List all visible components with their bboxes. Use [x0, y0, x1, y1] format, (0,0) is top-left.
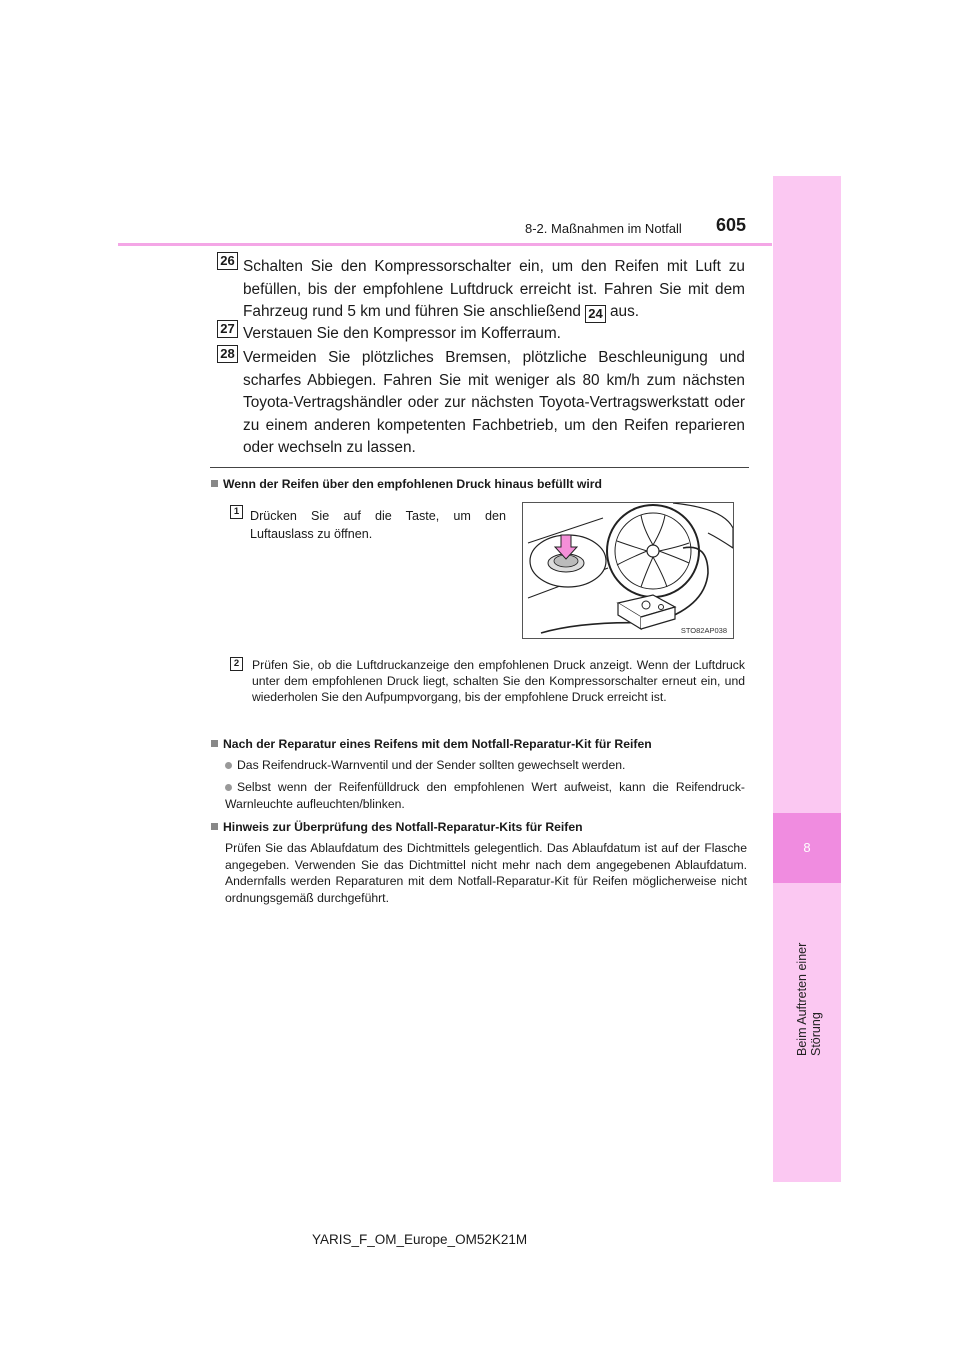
bullet-icon: [225, 762, 232, 769]
step-26-text: [243, 256, 745, 324]
check-note-text: Prüfen Sie das Ablaufdatum des Dichtmittels gelegentlich. Das Ablaufdatum ist auf der Flasche angegeben. Verwenden Sie das Dichtmittel nicht mehr nach dem angegebenen Ablaufdatum. Andernfalls werden Reparaturen mit dem Notfall-Reparatur-Kit für Reifen möglicherweise nicht ordnungsgemäß durchgeführt.: [225, 841, 747, 905]
after-repair-heading: Nach der Reparatur eines Reifens mit dem Notfall-Reparatur-Kit für Reifen: [211, 737, 652, 751]
overfill-step-1-text: Drücken Sie auf die Taste, um den Luftauslass zu öffnen.: [250, 509, 506, 541]
step-badge-27: 27: [217, 320, 238, 338]
step-badge-26: 26: [217, 252, 238, 270]
figure-code: STO82AP038: [680, 626, 727, 635]
chapter-label: Beim Auftreten einer Störung: [795, 942, 823, 1056]
footer-doc-id: YARIS_F_OM_Europe_OM52K21M: [312, 1232, 528, 1247]
compressor-illustration: [522, 502, 734, 639]
square-bullet-icon: [211, 740, 218, 747]
tire-compressor-icon: [523, 503, 733, 638]
step-26-text-after: aus.: [609, 303, 640, 320]
sub-badge-1: 1: [230, 505, 243, 519]
overfill-heading: Wenn der Reifen über den empfohlenen Druck hinaus befüllt wird: [211, 477, 602, 491]
page-number: 605: [716, 215, 747, 235]
after-repair-bullet-1: Das Reifendruck-Warnventil und der Sender sollten gewechselt werden.: [225, 757, 745, 773]
square-bullet-icon: [211, 480, 218, 487]
header-rule: [118, 243, 772, 246]
after-repair-bullet-2: Selbst wenn der Reifenfülldruck den empfohlenen Wert aufweist, kann die Reifendruck-Warnleuchte aufleuchten/blinken.: [225, 780, 745, 811]
overfill-step-2-text: Prüfen Sie, ob die Luftdruckanzeige den empfohlenen Druck anzeigt. Wenn der Luftdruck unter dem empfohlenen Druck liegt, schalten Sie den Kompressorschalter erneut ein, und wiederholen Sie den Aufpumpvorgang, bis der empfohlene Druck erreicht ist.: [252, 658, 745, 704]
bullet-icon: [225, 784, 232, 791]
step-28-text: Vermeiden Sie plötzliches Bremsen, plötzliche Beschleunigung und scharfes Abbiegen. Fahren Sie mit weniger als 80 km/h zum nächsten Toyota-Vertragshändler oder zur nächsten Toyota-Vertragswerkstatt oder zu einem anderen kompetenten Fachbetrieb, um den Reifen reparieren oder wechseln zu lassen.: [243, 349, 745, 456]
step-26-text-before: Schalten Sie den Kompressorschalter ein, um den Reifen mit Luft zu befüllen, bis der empfohlene Luftdruck erreicht ist. Fahren Sie mit dem Fahrzeug rund 5 km und führen Sie anschließend: [243, 258, 745, 320]
chapter-number: 8: [803, 840, 811, 855]
check-note-heading: Hinweis zur Überprüfung des Notfall-Reparatur-Kits für Reifen: [211, 820, 583, 834]
step-badge-28: 28: [217, 345, 238, 363]
step-27-text: Verstauen Sie den Kompressor im Kofferraum.: [243, 325, 561, 342]
section-title: 8-2. Maßnahmen im Notfall: [525, 221, 682, 236]
section-divider: [210, 467, 749, 468]
ref-badge-24: 24: [585, 305, 606, 323]
sub-badge-2: 2: [230, 657, 243, 671]
square-bullet-icon: [211, 823, 218, 830]
